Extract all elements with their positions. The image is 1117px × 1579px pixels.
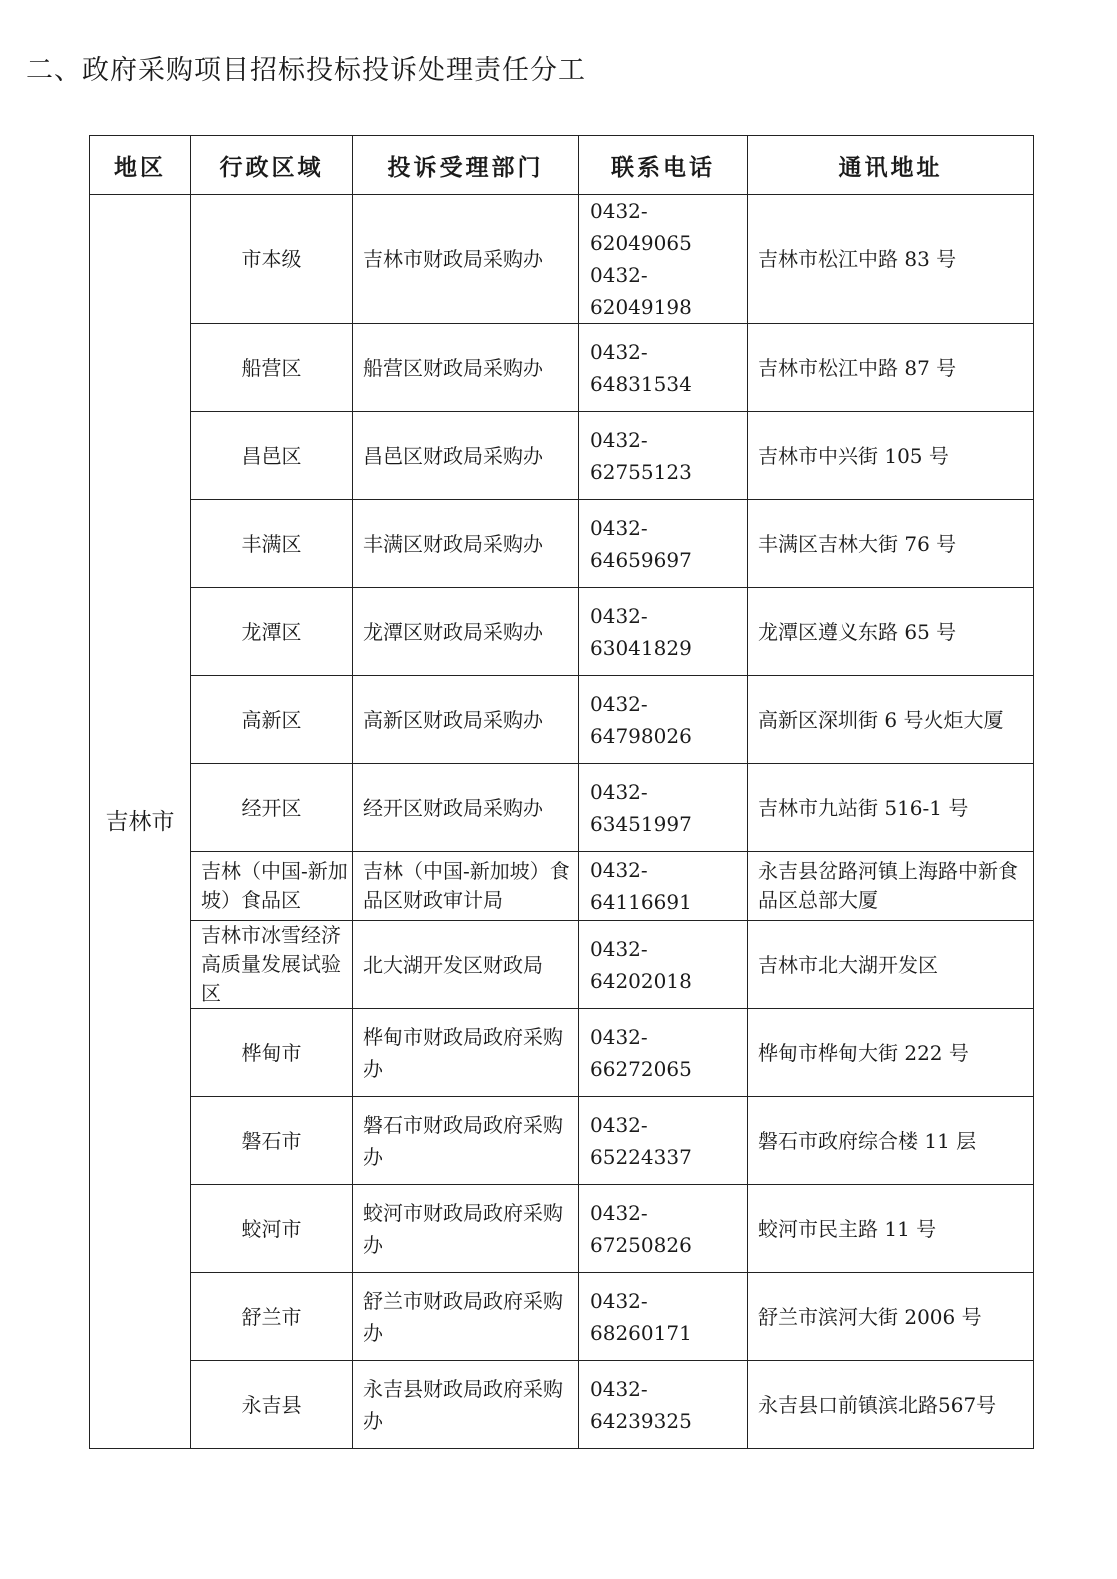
header-address: 通讯地址: [748, 136, 1034, 195]
department-cell: 舒兰市财政局政府采购办: [353, 1273, 579, 1361]
district-cell: 蛟河市: [191, 1185, 353, 1273]
header-department: 投诉受理部门: [353, 136, 579, 195]
table-row: [90, 921, 1034, 1009]
district-cell: 昌邑区: [191, 412, 353, 500]
header-phone: 联系电话: [579, 136, 748, 195]
address-cell: 龙潭区遵义东路 65 号: [748, 588, 1034, 676]
district-cell: 丰满区: [191, 500, 353, 588]
address-cell: 吉林市九站街 516-1 号: [748, 764, 1034, 852]
phone-cell: 0432-64202018: [579, 921, 748, 1009]
address-cell: 吉林市松江中路 83 号: [748, 195, 1034, 324]
district-cell: 高新区: [191, 676, 353, 764]
district-cell: 龙潭区: [191, 588, 353, 676]
table-row: [90, 412, 1034, 500]
table-row: [90, 1185, 1034, 1273]
department-cell: 吉林市财政局采购办: [353, 195, 579, 324]
table-row: [90, 1009, 1034, 1097]
region-cell: 吉林市: [90, 195, 191, 1449]
phone-cell: 0432-66272065: [579, 1009, 748, 1097]
table-row: [90, 1097, 1034, 1185]
phone-line-1: 0432-62049065: [590, 199, 692, 255]
department-cell: 桦甸市财政局政府采购办: [353, 1009, 579, 1097]
table-row: [90, 852, 1034, 921]
department-cell: 昌邑区财政局采购办: [353, 412, 579, 500]
phone-cell: 0432-64239325: [579, 1361, 748, 1449]
district-cell: 磐石市: [191, 1097, 353, 1185]
table-row: [90, 1361, 1034, 1449]
address-cell: 磐石市政府综合楼 11 层: [748, 1097, 1034, 1185]
department-cell: 丰满区财政局采购办: [353, 500, 579, 588]
department-cell: 磐石市财政局政府采购办: [353, 1097, 579, 1185]
table-row: [90, 764, 1034, 852]
department-cell: 吉林（中国-新加坡）食品区财政审计局: [353, 852, 579, 921]
phone-cell: 0432-64116691: [579, 852, 748, 921]
address-cell: 桦甸市桦甸大街 222 号: [748, 1009, 1034, 1097]
district-cell: 船营区: [191, 324, 353, 412]
department-cell: 龙潭区财政局采购办: [353, 588, 579, 676]
department-cell: 高新区财政局采购办: [353, 676, 579, 764]
table-row: [90, 588, 1034, 676]
phone-cell: 0432-67250826: [579, 1185, 748, 1273]
address-cell: 吉林市北大湖开发区: [748, 921, 1034, 1009]
department-cell: 北大湖开发区财政局: [353, 921, 579, 1009]
district-cell: 吉林市冰雪经济高质量发展试验区: [191, 921, 353, 1009]
phone-cell: 0432-62755123: [579, 412, 748, 500]
phone-line-2: 0432-62049198: [590, 263, 692, 319]
phone-cell: 0432-63451997: [579, 764, 748, 852]
district-cell: 市本级: [191, 195, 353, 324]
complaint-responsibility-table: [89, 135, 1034, 1449]
district-cell: 经开区: [191, 764, 353, 852]
address-cell: 高新区深圳街 6 号火炬大厦: [748, 676, 1034, 764]
address-cell: 永吉县口前镇滨北路567号: [748, 1361, 1034, 1449]
department-cell: 蛟河市财政局政府采购办: [353, 1185, 579, 1273]
address-cell: 永吉县岔路河镇上海路中新食品区总部大厦: [748, 852, 1034, 921]
header-region: 地区: [90, 136, 191, 195]
table-header-row: [90, 136, 1034, 195]
address-cell: 吉林市松江中路 87 号: [748, 324, 1034, 412]
header-district: 行政区域: [191, 136, 353, 195]
phone-cell: 0432-65224337: [579, 1097, 748, 1185]
table-row: [90, 1273, 1034, 1361]
district-cell: 桦甸市: [191, 1009, 353, 1097]
table-row: [90, 195, 1034, 324]
department-cell: 经开区财政局采购办: [353, 764, 579, 852]
address-cell: 吉林市中兴街 105 号: [748, 412, 1034, 500]
section-title: 二、政府采购项目招标投标投诉处理责任分工: [26, 55, 586, 86]
district-cell: 永吉县: [191, 1361, 353, 1449]
phone-cell: [579, 195, 748, 324]
address-cell: 舒兰市滨河大街 2006 号: [748, 1273, 1034, 1361]
phone-cell: 0432-64798026: [579, 676, 748, 764]
phone-cell: 0432-68260171: [579, 1273, 748, 1361]
address-cell: 蛟河市民主路 11 号: [748, 1185, 1034, 1273]
table-row: [90, 324, 1034, 412]
phone-cell: 0432-63041829: [579, 588, 748, 676]
phone-cell: 0432-64659697: [579, 500, 748, 588]
department-cell: 船营区财政局采购办: [353, 324, 579, 412]
district-cell: 舒兰市: [191, 1273, 353, 1361]
phone-cell: 0432-64831534: [579, 324, 748, 412]
address-cell: 丰满区吉林大街 76 号: [748, 500, 1034, 588]
table-row: [90, 500, 1034, 588]
table-row: [90, 676, 1034, 764]
department-cell: 永吉县财政局政府采购办: [353, 1361, 579, 1449]
district-cell: 吉林（中国-新加坡）食品区: [191, 852, 353, 921]
